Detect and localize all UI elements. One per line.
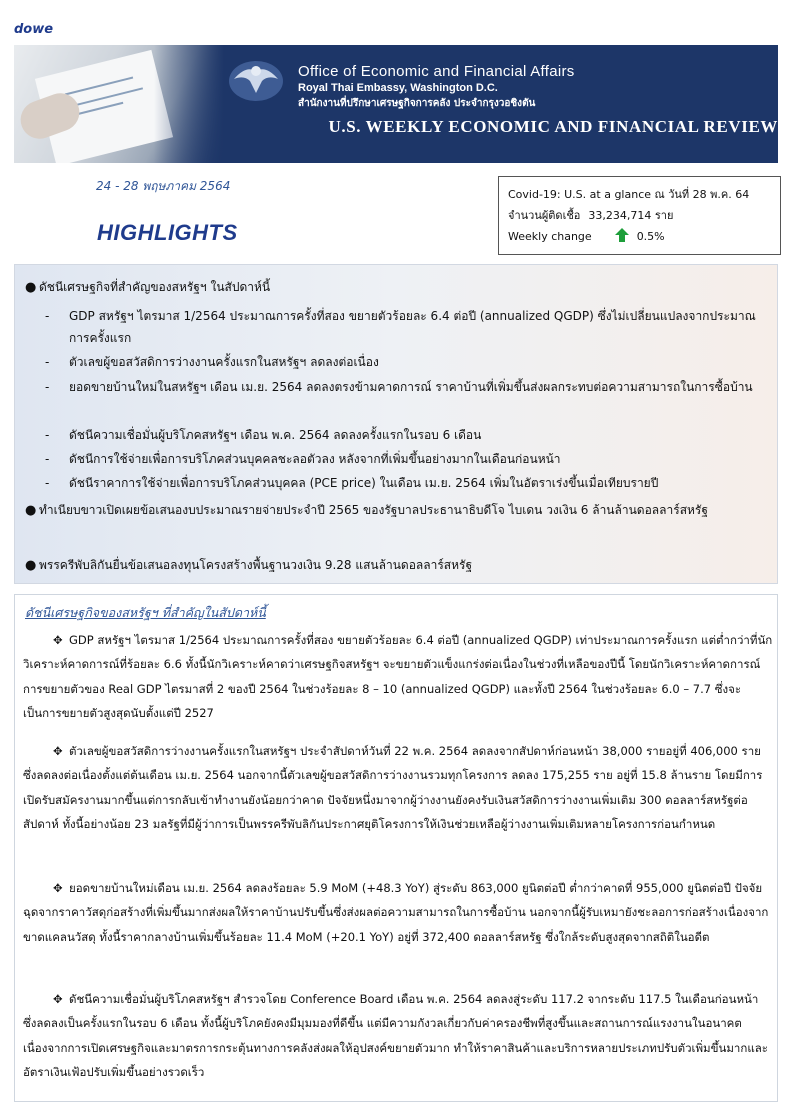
- date-range: 24 - 28 พฤษภาคม 2564: [96, 179, 231, 193]
- highlights-budget: ● ทำเนียบขาวเปิดเผยข้อเสนองบประมาณรายจ่ายประจำปี 2565 ของรัฐบาลประธานาธิบดีโจ ไบเดน วงเงิน 6 ล้านล้านดอลลาร์สหรัฐ: [25, 503, 708, 518]
- garuda-seal-icon: [228, 57, 284, 103]
- embassy-name: Royal Thai Embassy, Washington D.C.: [298, 82, 498, 94]
- highlights-bullet-indicators: ● ดัชนีเศรษฐกิจที่สำคัญของสหรัฐฯ ในสัปดาห์นี้: [25, 280, 271, 295]
- covid-cases-value: 33,234,714 ราย: [588, 209, 674, 222]
- document-tag: dowe: [14, 22, 54, 37]
- highlights-infra: ● พรรครีพับลิกันยื่นข้อเสนอลงทุนโครงสร้างพื้นฐานวงเงิน 9.28 แสนล้านดอลลาร์สหรัฐ: [25, 558, 473, 573]
- list-item: - ดัชนีราคาการใช้จ่ายเพื่อการบริโภคส่วนบุคคล (PCE price) ในเดือน เม.ย. 2564 เพิ่มในอัตราเร่งขึ้นเมื่อเทียบรายปี: [45, 476, 659, 490]
- covid-weekly-label: Weekly change: [508, 230, 592, 243]
- covid-summary-box: [498, 176, 781, 255]
- header-banner: [14, 45, 778, 163]
- pin-icon: ✥: [53, 881, 63, 895]
- list-item: - ดัชนีความเชื่อมั่นผู้บริโภคสหรัฐฯ เดือน พ.ค. 2564 ลดลงครั้งแรกในรอบ 6 เดือน: [45, 428, 482, 442]
- review-title: U.S. WEEKLY ECONOMIC AND FINANCIAL REVIEW: [328, 117, 778, 136]
- list-item: - ดัชนีการใช้จ่ายเพื่อการบริโภคส่วนบุคคลชะลอตัวลง หลังจากที่เพิ่มขึ้นอย่างมากในเดือนก่อนหน้า: [45, 452, 561, 466]
- list-item: - GDP สหรัฐฯ ไตรมาส 1/2564 ประมาณการครั้งที่สอง ขยายตัวร้อยละ 6.4 ต่อปี (annualized QGDP) ซึ่งไม่เปลี่ยนแปลงจากประมาณการครั้งแรก: [45, 309, 756, 345]
- highlights-title: HIGHLIGHTS: [97, 220, 238, 245]
- pin-icon: ✥: [53, 633, 63, 647]
- banner-photo: [14, 45, 224, 163]
- highlights-box: [14, 264, 778, 584]
- pin-icon: ✥: [53, 744, 63, 758]
- detail-paragraph-gdp: ✥ GDP สหรัฐฯ ไตรมาส 1/2564 ประมาณการครั้งที่สอง ขยายตัวร้อยละ 6.4 ต่อปี (annualized QGDP) เท่าประมาณการครั้งแรก แต่ต่ำกว่าที่นักวิเคราะห์คาดการณ์ที่ร้อยละ 6.6 ทั้งนี้นักวิเคราะห์คาดว่าเศรษฐกิจสหรัฐฯ จะขยายตัวแข็งแกร่งต่อเนื่องในช่วงที่เหลือของปีนี้ โดยนักวิเคราะห์คาดการณ์การขยายตัวของ Real GDP ไตรมาสที่ 2 ของปี 2564 ในช่วงร้อยละ 8 – 10 (annualized QGDP) และทั้งปี 2564 ในช่วงร้อยละ 6.0 – 7.7 ซึ่งจะเป็นการขยายตัวสูงสุดนับตั้งแต่ปี 2527: [23, 628, 773, 725]
- office-name: Office of Economic and Financial Affairs: [298, 63, 575, 80]
- up-arrow-icon: [615, 228, 629, 242]
- covid-weekly-value: 0.5%: [636, 230, 665, 243]
- covid-cases-row: [508, 205, 771, 226]
- detail-paragraph-housing: ✥ ยอดขายบ้านใหม่เดือน เม.ย. 2564 ลดลงร้อยละ 5.9 MoM (+48.3 YoY) สู่ระดับ 863,000 ยูนิตต่อปี ต่ำกว่าคาดที่ 955,000 ยูนิตต่อปี ปัจจัยฉุดจากราคาวัสดุก่อสร้างที่เพิ่มขึ้นมากส่งผลให้ราคาบ้านปรับขึ้นซึ่งส่งผลต่อความสามารถในการซื้อบ้าน นอกจากนี้ผู้รับเหมายังชะลอการก่อสร้างเนื่องจากขาดแคลนวัสดุ ทั้งนี้ราคากลางบ้านเพิ่มขึ้นร้อยละ 11.4 MoM (+20.1 YoY) อยู่ที่ 372,400 ดอลลาร์สหรัฐ ซึ่งใกล้ระดับสูงสุดจากสถิติในอดีต: [23, 876, 773, 949]
- pin-icon: ✥: [53, 992, 63, 1006]
- office-name-thai: สำนักงานที่ปรึกษาเศรษฐกิจการคลัง ประจำกรุงวอชิงตัน: [298, 98, 536, 109]
- detail-paragraph-confidence: ✥ ดัชนีความเชื่อมั่นผู้บริโภคสหรัฐฯ สำรวจโดย Conference Board เดือน พ.ค. 2564 ลดลงสู่ระดับ 117.2 จากระดับ 117.5 ในเดือนก่อนหน้า ซึ่งลดลงเป็นครั้งแรกในรอบ 6 เดือน ทั้งนี้ผู้บริโภคยังคงมีมุมมองที่ดีขึ้น แต่มีความกังวลเกี่ยวกับค่าครองชีพที่สูงขึ้นและสถานการณ์แรงงานในอนาคต เนื่องจากการเปิดเศรษฐกิจและมาตรการกระตุ้นทางการคลังส่งผลให้อุปสงค์ขยายตัวมาก ทำให้ราคาสินค้าและบริการหลายประเภทปรับตัวเพิ่มขึ้นมากและอัตราเงินเฟ้อปรับเพิ่มขึ้นอย่างรวดเร็ว: [23, 987, 773, 1084]
- covid-heading: Covid-19: U.S. at a glance ณ วันที่ 28 พ.ค. 64: [508, 188, 750, 201]
- list-item: - ตัวเลขผู้ขอสวัสดิการว่างงานครั้งแรกในสหรัฐฯ ลดลงต่อเนื่อง: [45, 355, 379, 369]
- detail-title: ดัชนีเศรษฐกิจของสหรัฐฯ ที่สำคัญในสัปดาห์นี้: [25, 605, 266, 620]
- detail-paragraph-jobless: ✥ ตัวเลขผู้ขอสวัสดิการว่างงานครั้งแรกในสหรัฐฯ ประจำสัปดาห์วันที่ 22 พ.ค. 2564 ลดลงจากสัปดาห์ก่อนหน้า 38,000 รายอยู่ที่ 406,000 ราย ซึ่งลดลงต่อเนื่องตั้งแต่ต้นเดือน เม.ย. 2564 นอกจากนี้ตัวเลขผู้ขอสวัสดิการว่างงานรวมทุกโครงการ ลดลง 175,255 ราย อยู่ที่ 15.8 ล้านราย โดยมีการเปิดรับสมัครงานมากขึ้นแต่การกลับเข้าทำงานยังน้อยกว่าคาด ปัจจัยหนึ่งมาจากผู้ว่างงานยังคงรับเงินสวัสดิการว่างงานเพิ่มเติม 300 ดอลลาร์สหรัฐต่อสัปดาห์ ทั้งนี้อย่างน้อย 23 มลรัฐที่มีผู้ว่าการเป็นพรรครีพับลิกันประกาศยุติโครงการให้เงินช่วยเหลือผู้ว่างงานเพิ่มเติมหลายโครงการก่อนกำหนด: [23, 739, 773, 836]
- list-item: - ยอดขายบ้านใหม่ในสหรัฐฯ เดือน เม.ย. 2564 ลดลงตรงข้ามคาดการณ์ ราคาบ้านที่เพิ่มขึ้นส่งผลกระทบต่อความสามารถในการซื้อบ้าน: [45, 380, 753, 394]
- detail-section: [14, 594, 778, 1102]
- covid-cases-label: จำนวนผู้ติดเชื้อ: [508, 209, 581, 222]
- covid-weekly-row: [508, 226, 771, 247]
- highlights-heading: ดัชนีเศรษฐกิจที่สำคัญของสหรัฐฯ ในสัปดาห์นี้: [39, 280, 271, 294]
